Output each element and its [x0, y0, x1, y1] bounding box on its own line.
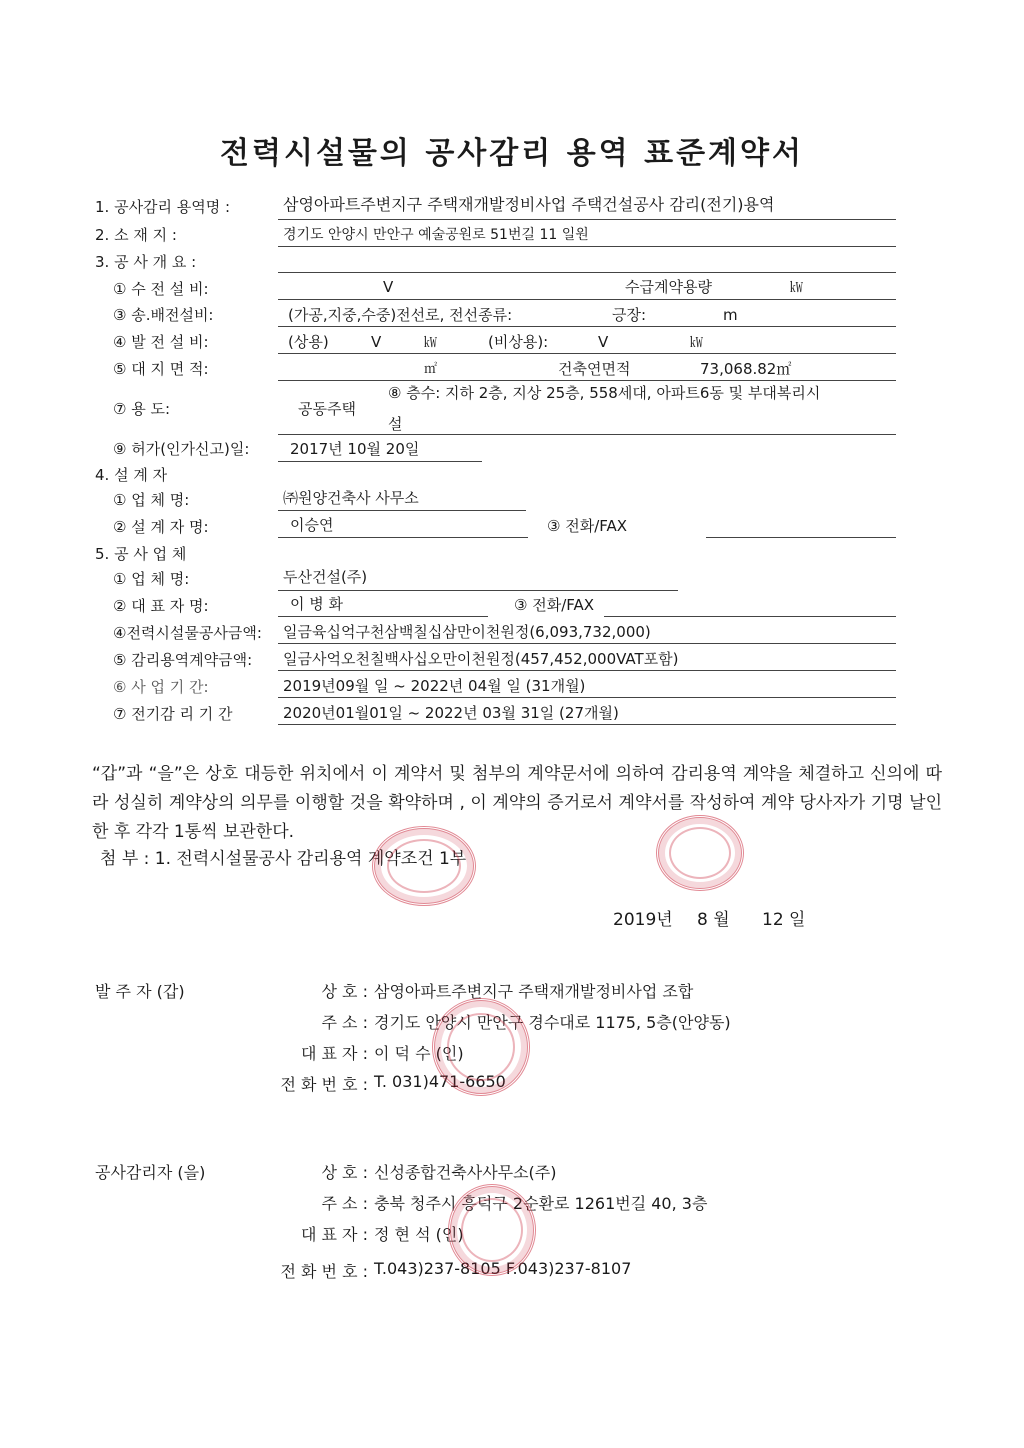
client-role: 발 주 자 (갑)	[95, 982, 185, 1001]
rule	[278, 670, 896, 671]
client-name-value: 삼영아파트주변지구 주택재개발정비사업 조합	[374, 982, 694, 1001]
item-1-label: 1. 공사감리 용역명 :	[95, 198, 231, 216]
row-9-label: ⑨ 허가(인가신고)일:	[113, 440, 250, 458]
supervision-period-label: ⑦ 전기감 리 기 간	[113, 705, 233, 723]
contractor-tel-label: ③ 전화/FAX	[514, 596, 595, 614]
row-5-unit: ㎡	[424, 362, 438, 377]
seal-inner-ring	[461, 1198, 523, 1262]
attachment-line: 첨 부 : 1. 전력시설물공사 감리용역 계약조건 1부	[100, 849, 467, 869]
rule	[278, 510, 526, 511]
supervisor-name-key: 상 호 :	[321, 1163, 368, 1182]
rule	[278, 326, 896, 327]
rule	[278, 219, 896, 220]
supervision-amount-value: 일금사억오천칠백사십오만이천원정(457,452,000VAT포함)	[283, 650, 679, 668]
rule	[278, 353, 896, 354]
date-month: 8 월	[697, 910, 730, 930]
row-8-floors-1: ⑧ 층수: 지하 2층, 지상 25층, 558세대, 아파트6동 및 부대복리시	[388, 384, 821, 402]
row-9-value: 2017년 10월 20일	[290, 440, 420, 458]
rule	[278, 537, 528, 538]
rule	[278, 590, 678, 591]
row-3-m: m	[723, 306, 738, 324]
document-title: 전력시설물의 공사감리 용역 표준계약서	[220, 136, 804, 171]
client-phone-value: T. 031)471-6650	[374, 1072, 506, 1091]
row-1-kw: ㎾	[790, 281, 804, 296]
construction-amount-value: 일금육십억구천삼백칠십삼만이천원정(6,093,732,000)	[283, 623, 651, 641]
contractor-rep-label: ② 대 표 자 명:	[113, 597, 209, 615]
supervisor-rep-key: 대 표 자 :	[300, 1225, 368, 1244]
item-1-value: 삼영아파트주변지구 주택재개발정비사업 주택건설공사 감리(전기)용역	[283, 195, 775, 214]
project-period-value: 2019년09월 일 ~ 2022년 04월 일 (31개월)	[283, 677, 586, 695]
supervisor-role: 공사감리자 (을)	[95, 1163, 206, 1182]
rule	[278, 272, 896, 273]
seal-inner-ring	[387, 839, 461, 893]
client-name-key: 상 호 :	[321, 982, 368, 1001]
row-1-label: ① 수 전 설 비:	[113, 280, 209, 298]
row-7-label: ⑦ 용 도:	[113, 400, 171, 418]
row-5-gfa-value: 73,068.82㎡	[700, 360, 792, 378]
designer-name-value: 이승연	[290, 516, 334, 534]
project-period-label: ⑥ 사 업 기 간:	[113, 678, 209, 696]
item-5-label: 5. 공 사 업 체	[95, 545, 187, 563]
row-1-cap-label: 수급계약용량	[625, 278, 712, 296]
contractor-company-label: ① 업 체 명:	[113, 570, 190, 588]
row-4-v2: V	[598, 333, 609, 351]
contractor-rep-value: 이 병 화	[290, 595, 344, 613]
row-3-label: ③ 송.배전설비:	[113, 306, 214, 324]
supervisor-address-value: 충북 청주시 흥덕구 2순환로 1261번길 40, 3층	[374, 1194, 708, 1213]
supervisor-rep-value: 정 현 석 (인)	[374, 1225, 464, 1244]
item-4-label: 4. 설 계 자	[95, 466, 168, 484]
rule	[278, 299, 896, 300]
designer-company-value: ㈜원양건축사 사무소	[283, 489, 419, 507]
rule	[278, 461, 482, 462]
row-4-v1: V	[371, 333, 382, 351]
supervisor-phone-key: 전 화 번 호 :	[280, 1262, 368, 1281]
supervision-amount-label: ⑤ 감리용역계약금액:	[113, 651, 253, 669]
row-7-value: 공동주택	[298, 400, 356, 418]
rule	[278, 246, 896, 247]
item-3-label: 3. 공 사 개 요 :	[95, 253, 197, 271]
item-2-label: 2. 소 재 지 :	[95, 226, 177, 244]
row-5-gfa-label: 건축연면적	[558, 360, 631, 378]
rule	[278, 643, 896, 644]
designer-company-label: ① 업 체 명:	[113, 491, 190, 509]
designer-name-label: ② 설 계 자 명:	[113, 518, 209, 536]
row-4-k1: ㎾	[424, 336, 438, 351]
rule	[278, 616, 488, 617]
seal-stamp-right	[656, 815, 744, 891]
rule	[278, 724, 896, 725]
supervisor-seal-stamp	[448, 1184, 536, 1276]
seal-stamp-left	[372, 826, 476, 906]
client-address-value: 경기도 안양시 만안구 경수대로 1175, 5층(안양동)	[374, 1013, 731, 1032]
date-year: 2019년	[613, 910, 673, 930]
row-5-label: ⑤ 대 지 면 적:	[113, 360, 209, 378]
rule	[278, 697, 896, 698]
item-2-value: 경기도 안양시 만안구 예술공원로 51번길 11 일원	[283, 227, 589, 243]
rule	[706, 537, 896, 538]
row-4-k2: ㎾	[690, 336, 704, 351]
supervisor-name-value: 신성종합건축사사무소(주)	[374, 1163, 557, 1182]
rule	[604, 616, 896, 617]
contractor-company-value: 두산건설(주)	[283, 568, 368, 586]
row-8-floors-2: 설	[388, 415, 403, 433]
client-address-key: 주 소 :	[321, 1013, 368, 1032]
construction-amount-label: ④전력시설물공사금액:	[113, 624, 262, 642]
client-rep-key: 대 표 자 :	[300, 1044, 368, 1063]
row-4-s1: (상용)	[288, 333, 329, 351]
rule	[278, 380, 896, 381]
row-3-len-label: 긍장:	[612, 306, 647, 324]
client-seal-stamp	[432, 998, 530, 1096]
designer-tel-label: ③ 전화/FAX	[547, 517, 628, 535]
supervision-period-value: 2020년01월01일 ~ 2022년 03월 31일 (27개월)	[283, 704, 619, 722]
supervisor-address-key: 주 소 :	[321, 1194, 368, 1213]
supervisor-phone-value: T.043)237-8105 F.043)237-8107	[374, 1259, 632, 1278]
client-phone-key: 전 화 번 호 :	[280, 1075, 368, 1094]
seal-inner-ring	[669, 827, 731, 879]
date-day: 12 일	[762, 910, 806, 930]
agreement-paragraph: “갑”과 “을”은 상호 대등한 위치에서 이 계약서 및 첨부의 계약문서에 의하여 감리용역 계약을 체결하고 신의에 따라 성실히 계약상의 의무를 이행할 것을 확약하며 , 이 계약의 증거로서 계약서를 작성하여 계약 당사자가 기명 날인한 후 각각 1통씩 보관한다.	[92, 764, 942, 842]
seal-inner-ring	[447, 1013, 515, 1081]
row-3-value: (가공,지중,수중)전선로, 전선종류:	[288, 306, 513, 324]
row-4-label: ④ 발 전 설 비:	[113, 333, 209, 351]
rule	[278, 434, 896, 435]
client-rep-value: 이 덕 수 (인)	[374, 1044, 464, 1063]
row-1-volt: V	[383, 278, 394, 296]
row-4-s2: (비상용):	[488, 333, 549, 351]
